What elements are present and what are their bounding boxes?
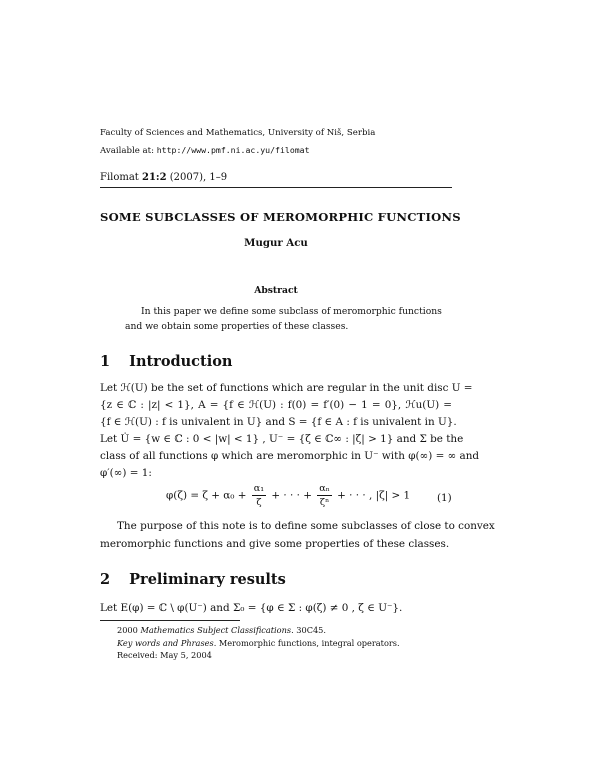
body-line: Let E(φ) = ℂ \ φ(U⁻) and Σ₀ = {φ ∈ Σ : φ(ζ) ≠ 0 , ζ ∈ U⁻}. bbox=[100, 602, 403, 614]
equation-lhs: φ(ζ) = ζ + α₀ + bbox=[166, 489, 250, 502]
section-heading-preliminary bbox=[100, 571, 286, 588]
fraction-numerator: α₁ bbox=[253, 483, 265, 494]
abstract-heading: Abstract bbox=[254, 285, 298, 296]
footnote-rest: 30C45. bbox=[293, 625, 326, 635]
footnote-msc bbox=[117, 625, 326, 635]
abstract-line: In this paper we define some subclass of meromorphic functions bbox=[141, 306, 442, 317]
footnote-prefix: Received: May 5, 2004 bbox=[117, 650, 212, 660]
body-line: φ′(∞) = 1: bbox=[100, 467, 152, 479]
equation-1 bbox=[166, 484, 410, 507]
section-heading-introduction bbox=[100, 353, 232, 370]
footnote-received bbox=[117, 650, 212, 660]
body-line: {f ∈ ℋ(U) : f is univalent in U} and S = {f ∈ A : f is univalent in U}. bbox=[100, 416, 457, 428]
section-number: 1 bbox=[100, 353, 111, 370]
paper-author: Mugur Acu bbox=[244, 237, 308, 249]
fraction-numerator: αₙ bbox=[319, 483, 330, 494]
body-line: class of all functions φ which are meromorphic in U⁻ with φ(∞) = ∞ and bbox=[100, 450, 480, 462]
body-line: meromorphic functions and give some properties of these classes. bbox=[100, 538, 450, 550]
equation-fraction bbox=[252, 484, 266, 507]
journal-url-link[interactable]: http://www.pmf.ni.ac.yu/filomat bbox=[156, 145, 310, 155]
footnote-rule bbox=[100, 620, 240, 621]
header-rule bbox=[100, 187, 452, 188]
fraction-denominator: ζⁿ bbox=[319, 496, 330, 508]
footnote-rest: Meromorphic functions, integral operators. bbox=[216, 638, 400, 648]
abstract-line: and we obtain some properties of these classes. bbox=[125, 321, 349, 332]
section-title: Preliminary results bbox=[129, 571, 286, 588]
equation-rhs: + · · · , |ζ| > 1 bbox=[333, 489, 411, 502]
journal-citation bbox=[100, 172, 227, 183]
section-title: Introduction bbox=[129, 353, 233, 370]
journal-volume: 21:2 bbox=[142, 172, 167, 183]
footnote-italic: Key words and Phrases. bbox=[117, 638, 217, 648]
equation-fraction bbox=[317, 484, 332, 507]
journal-name: Filomat bbox=[100, 172, 139, 183]
equation-number: (1) bbox=[437, 492, 452, 504]
body-line: {z ∈ ℂ : |z| < 1}, A = {f ∈ ℋ(U) : f(0) = f′(0) − 1 = 0}, ℋu(U) = bbox=[100, 399, 452, 411]
fraction-denominator: ζ bbox=[256, 496, 262, 508]
journal-year-pages: (2007), 1–9 bbox=[169, 172, 228, 183]
footnote-keywords bbox=[117, 638, 400, 648]
body-line: The purpose of this note is to define some subclasses of close to convex bbox=[117, 520, 495, 532]
footnote-italic: Mathematics Subject Classifications. bbox=[140, 625, 294, 635]
paper-title: SOME SUBCLASSES OF MEROMORPHIC FUNCTIONS bbox=[100, 210, 461, 224]
footnote-prefix: 2000 bbox=[117, 625, 141, 635]
body-line: Let U̇ = {w ∈ ℂ : 0 < |w| < 1} , U⁻ = {ζ ∈ ℂ∞ : |ζ| > 1} and Σ be the bbox=[100, 433, 464, 445]
availability-line bbox=[100, 145, 310, 156]
available-prefix: Available at: bbox=[100, 146, 157, 156]
section-number: 2 bbox=[100, 571, 111, 588]
equation-middle: + · · · + bbox=[268, 489, 316, 502]
body-line: Let ℋ(U) be the set of functions which are regular in the unit disc U = bbox=[100, 382, 473, 394]
affiliation-line: Faculty of Sciences and Mathematics, University of Niš, Serbia bbox=[100, 128, 376, 138]
